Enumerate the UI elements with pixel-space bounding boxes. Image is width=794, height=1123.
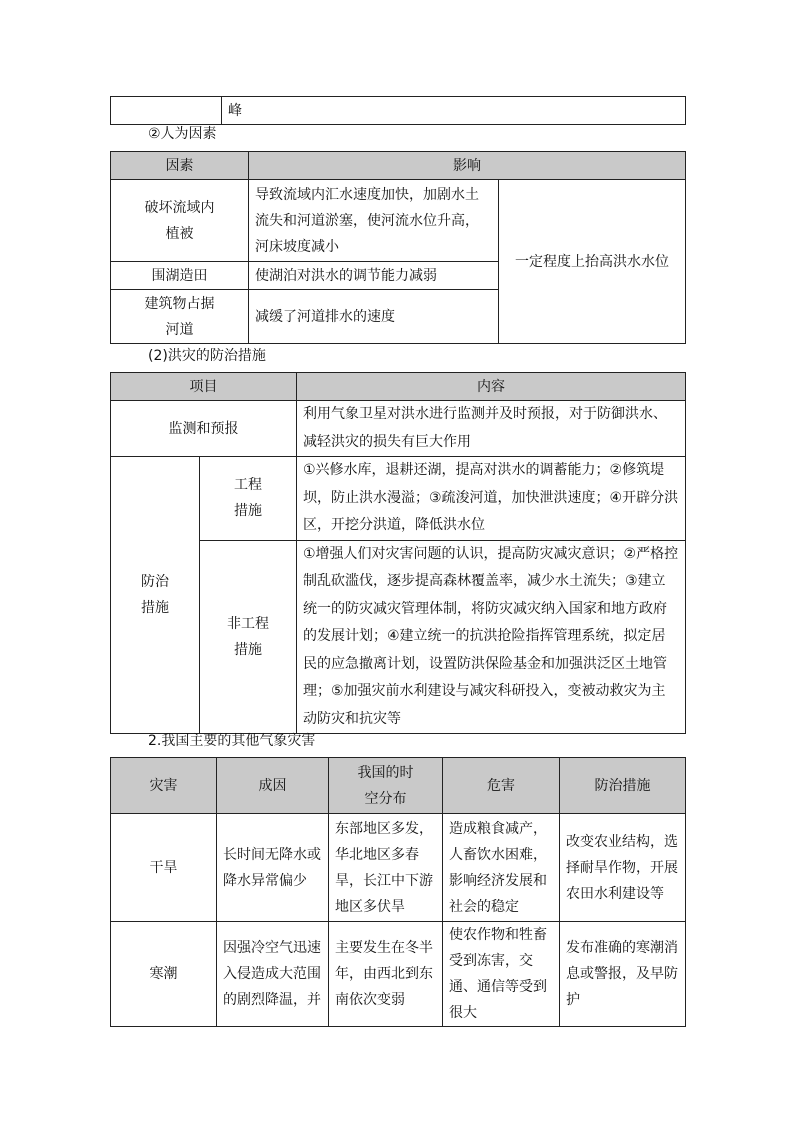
effect-cell: 减缓了河道排水的速度 (249, 290, 499, 344)
header-distribution (329, 758, 443, 814)
factor-label: 破坏流域内植被 (144, 199, 215, 242)
header-content: 内容 (297, 373, 686, 401)
flood-measures-table (110, 372, 686, 734)
peak-cell: 峰 (222, 97, 686, 125)
flood-measures-caption: (2)洪灾的防治措施 (148, 348, 266, 364)
effect-cell: 导致流域内汇水速度加快，加剧水土流失和河道淤塞，使河流水位升高，河床坡度减小 (249, 180, 499, 262)
monitor-text: 利用气象卫星对洪水进行监测并及时预报，对于防御洪水、减轻洪灾的损失有巨大作用 (297, 401, 686, 457)
shared-effect-cell: 一定程度上抬高洪水水位 (499, 180, 686, 344)
eng-text: ①兴修水库，退耕还湖，提高对洪水的调蓄能力；②修筑堤坝，防止洪水漫溢；③疏浚河道，加快泄洪速度；④开辟分洪区，开挖分洪道，降低洪水位 (297, 457, 686, 541)
header-cause: 成因 (217, 758, 329, 814)
monitor-label: 监测和预报 (111, 401, 297, 457)
disaster-distribution: 东部地区多发，华北地区多春旱，长江中下游地区多伏旱 (329, 814, 443, 922)
noneng-label: 非工程措施 (227, 615, 269, 658)
noneng-cell (200, 540, 297, 734)
header-effect: 影响 (249, 152, 686, 180)
header-harm: 危害 (443, 758, 560, 814)
peak-row-table (110, 96, 686, 125)
header-distribution-label: 我国的时空分布 (357, 764, 414, 807)
disaster-measure: 发布准确的寒潮消息或警报，及早防护 (560, 922, 686, 1027)
other-disasters-caption: 2.我国主要的其他气象灾害 (148, 733, 316, 749)
disaster-distribution: 主要发生在冬半年，由西北到东南依次变弱 (329, 922, 443, 1027)
group-cell (111, 457, 200, 734)
header-measure: 防治措施 (560, 758, 686, 814)
noneng-text: ①增强人们对灾害问题的认识，提高防灾减灾意识；②严格控制乱砍滥伐，逐步提高森林覆盖率，减少水土流失；③建立统一的防灾减灾管理体制，将防灾减灾纳入国家和地方政府的发展计划；④建立统一的抗洪抢险指挥管理系统，拟定居民的应急撤离计划，设置防洪保险基金和加强洪泛区土地管理；⑤加强灾前水利建设与减灾科研投入，变被动救灾为主动防灾和抗灾等 (297, 540, 686, 734)
eng-label: 工程措施 (234, 477, 262, 520)
factor-label: 建筑物占据河道 (144, 295, 215, 338)
disaster-measure: 改变农业结构，选择耐旱作物，开展农田水利建设等 (560, 814, 686, 922)
human-factors-table (110, 151, 686, 344)
disaster-cause: 因强冷空气迅速入侵造成大范围的剧烈降温，并 (217, 922, 329, 1027)
header-item: 项目 (111, 373, 297, 401)
disaster-name: 寒潮 (111, 922, 217, 1027)
human-factors-caption: ②人为因素 (148, 126, 217, 142)
other-disasters-table (110, 757, 686, 1027)
group-label: 防治措施 (141, 574, 169, 616)
factor-cell: 围湖造田 (111, 262, 249, 290)
empty-cell (111, 97, 222, 125)
effect-cell: 使湖泊对洪水的调节能力减弱 (249, 262, 499, 290)
eng-cell (200, 457, 297, 541)
factor-cell (111, 290, 249, 344)
disaster-name: 干旱 (111, 814, 217, 922)
factor-cell (111, 180, 249, 262)
disaster-harm: 造成粮食减产，人畜饮水困难，影响经济发展和社会的稳定 (443, 814, 560, 922)
header-disaster: 灾害 (111, 758, 217, 814)
header-factor: 因素 (111, 152, 249, 180)
disaster-harm: 使农作物和牲畜受到冻害，交通、通信等受到很大 (443, 922, 560, 1027)
disaster-cause: 长时间无降水或降水异常偏少 (217, 814, 329, 922)
